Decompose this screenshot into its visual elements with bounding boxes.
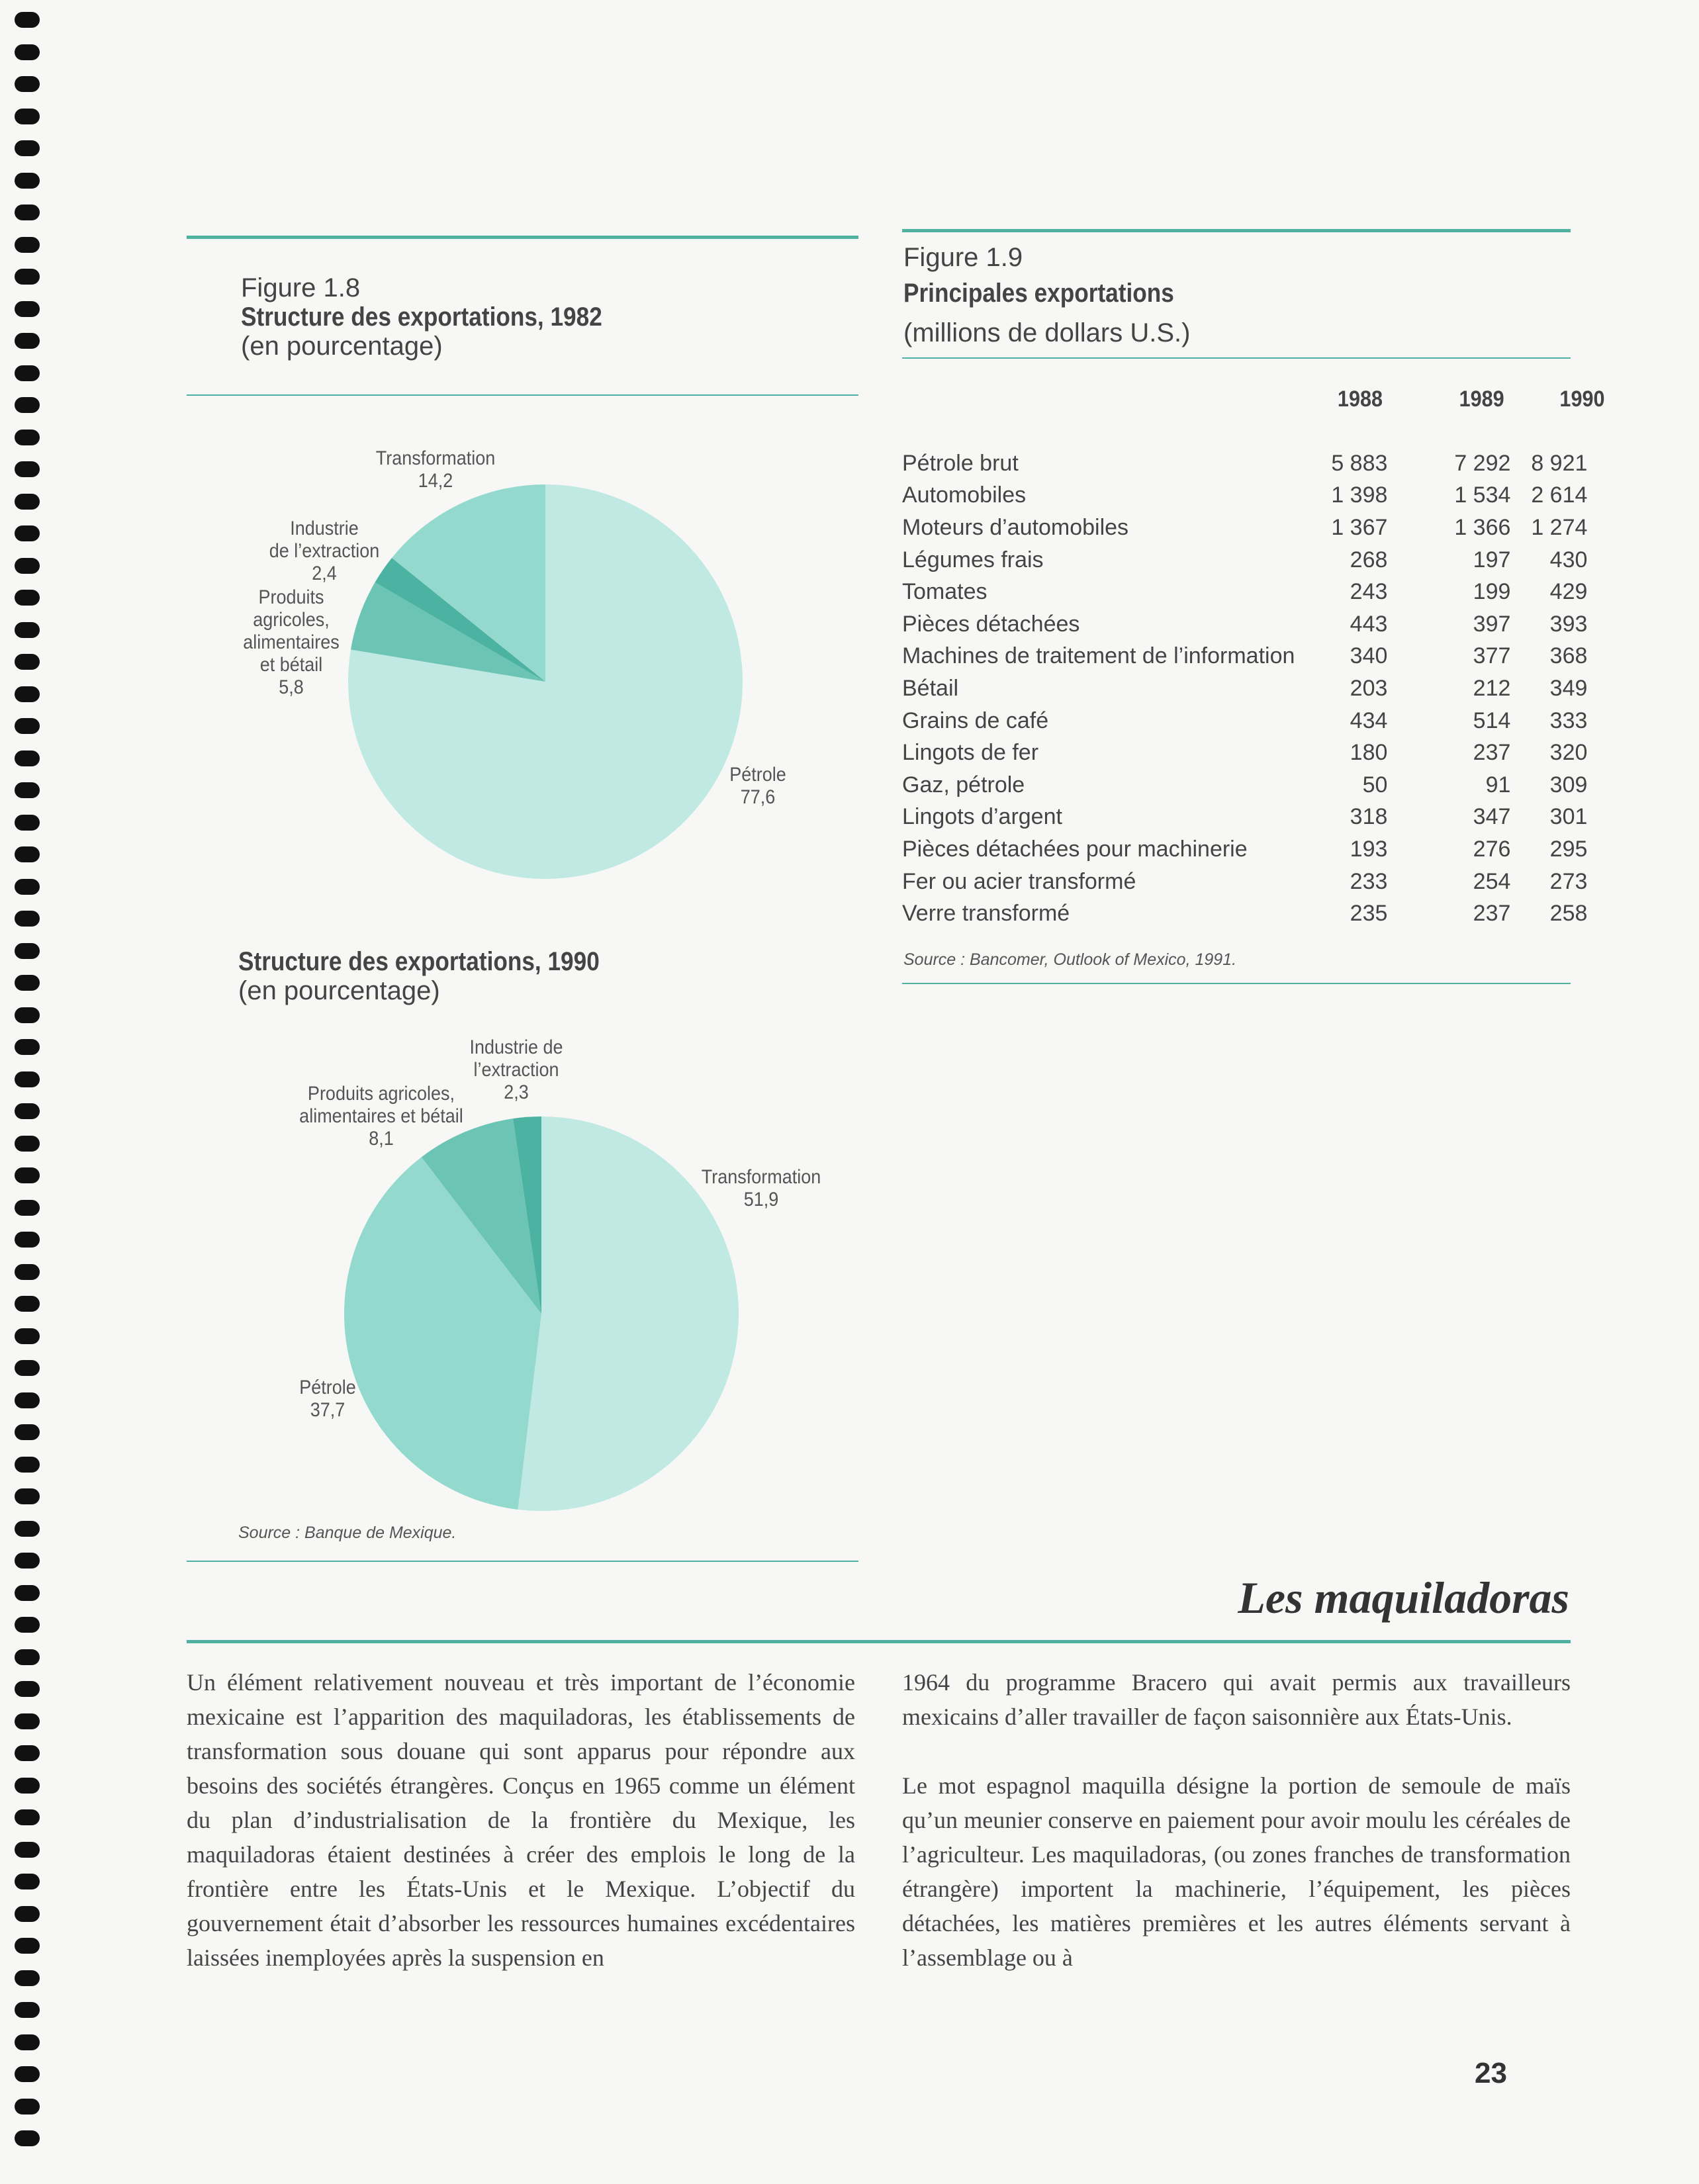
body-paragraph-1: Un élément relativement nouveau et très important de l’économie mexicaine est l’apparition des maquiladoras, les établissements de transformation sous douane qui sont apparus pour répondre aux besoins des sociétés étrangères. Conçus en 1965 comme un élément du plan d’industrialisation de la frontière du Mexique, les maquiladoras étaient destinées à créer des emplois le long de la frontière entre les États-Unis et le Mexique. L’objectif du gouvernement était d’absorber les ressources humaines excédentaires laissées inemployées après la suspension en <box>187 1669 855 1971</box>
section-rule <box>187 1640 1571 1643</box>
export-value-1988: 434 <box>1350 707 1388 733</box>
export-value-1988: 180 <box>1350 740 1388 766</box>
export-value-1990: 333 <box>1549 707 1588 733</box>
page-number: 23 <box>1475 2057 1507 2089</box>
export-name: Pétrole brut <box>902 450 1019 476</box>
export-value-1989: 1 366 <box>1454 514 1511 540</box>
figure-1-8-subtitle: (en pourcentage) <box>241 332 443 361</box>
figure-1-8-title: Structure des exportations, 1982 <box>241 302 602 332</box>
table-row <box>902 608 1610 641</box>
export-value-1988: 5 883 <box>1331 450 1388 476</box>
pie-1982-extraction-name-1: Industrie <box>290 518 359 539</box>
figure-1-9-label: Figure 1.9 <box>903 243 1023 272</box>
figure-1-8-source: Source : Banque de Mexique. <box>238 1524 457 1542</box>
pie-1982-label-petrole <box>725 764 791 809</box>
export-value-1989: 276 <box>1473 836 1511 862</box>
table-row <box>902 897 1610 930</box>
export-value-1990: 393 <box>1549 611 1588 637</box>
pie-1990-agri-value: 8,1 <box>369 1128 394 1150</box>
body-column-left <box>187 1665 855 2009</box>
exports-header-1989: 1989 <box>1459 386 1505 412</box>
table-row <box>902 737 1610 769</box>
pie-1982-label-extraction <box>265 518 384 585</box>
table-row <box>902 544 1610 576</box>
export-value-1990: 430 <box>1549 547 1588 572</box>
export-name: Bétail <box>902 675 959 701</box>
table-row <box>902 641 1610 673</box>
export-value-1988: 1 367 <box>1331 514 1388 540</box>
figure-1-8-bottom-rule <box>187 1561 858 1562</box>
pie-1982-agri-value: 5,8 <box>279 676 304 698</box>
table-row <box>902 576 1610 608</box>
export-value-1988: 50 <box>1362 772 1388 797</box>
pie-1982-extraction-value: 2,4 <box>312 563 337 584</box>
pie-1990-extraction-name-1: Industrie de <box>469 1036 563 1058</box>
pie-1990-transformation-name: Transformation <box>701 1166 821 1188</box>
body-paragraph-2: 1964 du programme Bracero qui avait permis aux travailleurs mexicains d’aller travailler de façon saisonnière aux États-Unis. <box>902 1669 1571 1730</box>
pie-1990-agri-name-2: alimentaires et bétail <box>299 1105 463 1127</box>
table-row <box>902 801 1610 834</box>
pie-1990-extraction-value: 2,3 <box>504 1081 529 1103</box>
export-name: Grains de café <box>902 707 1049 733</box>
table-row <box>902 833 1610 866</box>
exports-header-row <box>902 384 1610 414</box>
section-title: Les maquiladoras <box>1238 1572 1569 1623</box>
table-row <box>902 705 1610 737</box>
export-name: Tomates <box>902 579 987 605</box>
export-value-1988: 1 398 <box>1331 482 1388 508</box>
export-value-1990: 320 <box>1549 740 1588 766</box>
export-value-1990: 429 <box>1549 579 1588 605</box>
exports-header-spacer <box>902 414 1610 447</box>
export-value-1990: 258 <box>1549 901 1588 927</box>
table-row <box>902 672 1610 705</box>
pie-1990-agri-name-1: Produits agricoles, <box>307 1083 455 1105</box>
export-name: Automobiles <box>902 482 1027 508</box>
figure-1-9-bottom-rule <box>902 983 1571 984</box>
exports-table <box>902 384 1610 930</box>
export-value-1990: 1 274 <box>1531 514 1588 540</box>
export-value-1989: 237 <box>1473 740 1511 766</box>
pie-1982-transformation-name: Transformation <box>375 447 496 469</box>
export-value-1988: 318 <box>1350 804 1388 830</box>
exports-header-1988: 1988 <box>1338 386 1383 412</box>
table-row <box>902 447 1610 480</box>
export-name: Fer ou acier transformé <box>902 868 1136 894</box>
figure-1-9-subtitle: (millions de dollars U.S.) <box>903 318 1191 347</box>
export-value-1989: 1 534 <box>1454 482 1511 508</box>
export-value-1990: 273 <box>1549 868 1588 894</box>
export-name: Pièces détachées <box>902 611 1080 637</box>
pie-1982-agri-name-4: et bétail <box>259 654 323 676</box>
exports-header-blank <box>922 384 1275 414</box>
export-value-1988: 193 <box>1350 836 1388 862</box>
pie-1982-agri-name-3: alimentaires <box>243 631 340 653</box>
export-value-1990: 295 <box>1549 836 1588 862</box>
pie-1990-transformation-value: 51,9 <box>743 1189 779 1210</box>
figure-1-9-header-rule <box>902 357 1571 359</box>
body-paragraph-3: Le mot espagnol maquilla désigne la portion de semoule de maïs qu’un meunier conserve en paiement pour avoir moulu les céréales de l’agriculteur. Les maquiladoras, (ou zones franches de transformation étrangère) importent la machinerie, l’équipement, les pièces détachées, les matières premières et les autres éléments servant à l’assemblage ou à <box>902 1772 1571 1971</box>
figure-1-8-second-title: Structure des exportations, 1990 <box>238 947 600 976</box>
table-row <box>902 866 1610 898</box>
pie-1982-petrole-value: 77,6 <box>740 786 776 808</box>
pie-1982-transformation-value: 14,2 <box>418 470 453 492</box>
pie-1982-agri-name-2: agricoles, <box>253 609 330 631</box>
figure-1-9-source: Source : Bancomer, Outlook of Mexico, 1991. <box>903 950 1237 969</box>
pie-1990-label-petrole <box>295 1377 361 1422</box>
export-value-1990: 309 <box>1549 772 1588 797</box>
export-value-1988: 268 <box>1350 547 1388 572</box>
pie-1982-label-transformation <box>370 447 501 492</box>
export-name: Machines de traitement de l’information <box>902 643 1295 669</box>
pie-1982-petrole-name: Pétrole <box>729 764 786 786</box>
pie-1990-label-agri <box>292 1083 471 1150</box>
pie-1990-petrole-name: Pétrole <box>299 1377 356 1398</box>
export-value-1988: 443 <box>1350 611 1388 637</box>
export-value-1988: 235 <box>1350 901 1388 927</box>
table-row <box>902 480 1610 512</box>
export-name: Pièces détachées pour machinerie <box>902 836 1248 862</box>
export-value-1990: 2 614 <box>1531 482 1588 508</box>
export-name: Gaz, pétrole <box>902 772 1025 797</box>
export-value-1990: 8 921 <box>1531 450 1588 476</box>
export-name: Moteurs d’automobiles <box>902 514 1129 540</box>
exports-header-1990: 1990 <box>1559 386 1605 412</box>
pie-1990-petrole-value: 37,7 <box>310 1399 345 1421</box>
export-value-1989: 7 292 <box>1454 450 1511 476</box>
export-value-1989: 91 <box>1485 772 1511 797</box>
table-row <box>902 512 1610 544</box>
export-name: Légumes frais <box>902 547 1044 572</box>
figure-1-9-top-rule <box>902 229 1571 232</box>
export-value-1988: 233 <box>1350 868 1388 894</box>
figure-1-8-second-subtitle: (en pourcentage) <box>238 976 440 1005</box>
export-value-1989: 254 <box>1473 868 1511 894</box>
export-value-1989: 377 <box>1473 643 1511 669</box>
export-value-1989: 347 <box>1473 804 1511 830</box>
export-name: Lingots de fer <box>902 740 1039 766</box>
export-value-1988: 340 <box>1350 643 1388 669</box>
export-value-1989: 397 <box>1473 611 1511 637</box>
pie-1990-label-transformation <box>696 1166 827 1211</box>
pie-1990-label-extraction <box>457 1036 576 1104</box>
export-value-1988: 203 <box>1350 675 1388 701</box>
figure-1-8-label: Figure 1.8 <box>241 273 361 302</box>
export-value-1990: 368 <box>1549 643 1588 669</box>
export-value-1989: 212 <box>1473 675 1511 701</box>
pie-1982-agri-name-1: Produits <box>258 586 324 608</box>
pie-1990-extraction-name-2: l’extraction <box>473 1059 559 1081</box>
export-value-1989: 237 <box>1473 901 1511 927</box>
export-name: Lingots d’argent <box>902 804 1062 830</box>
export-value-1989: 514 <box>1473 707 1511 733</box>
export-name: Verre transformé <box>902 901 1070 927</box>
export-value-1988: 243 <box>1350 579 1388 605</box>
export-value-1990: 349 <box>1549 675 1588 701</box>
figure-1-9-title: Principales exportations <box>903 279 1174 308</box>
pie-1982-label-agri <box>238 586 345 699</box>
pie-1982-extraction-name-2: de l’extraction <box>269 540 380 562</box>
table-row <box>902 769 1610 801</box>
export-value-1989: 199 <box>1473 579 1511 605</box>
export-value-1989: 197 <box>1473 547 1511 572</box>
export-value-1990: 301 <box>1549 804 1588 830</box>
body-column-right <box>902 1665 1571 2009</box>
